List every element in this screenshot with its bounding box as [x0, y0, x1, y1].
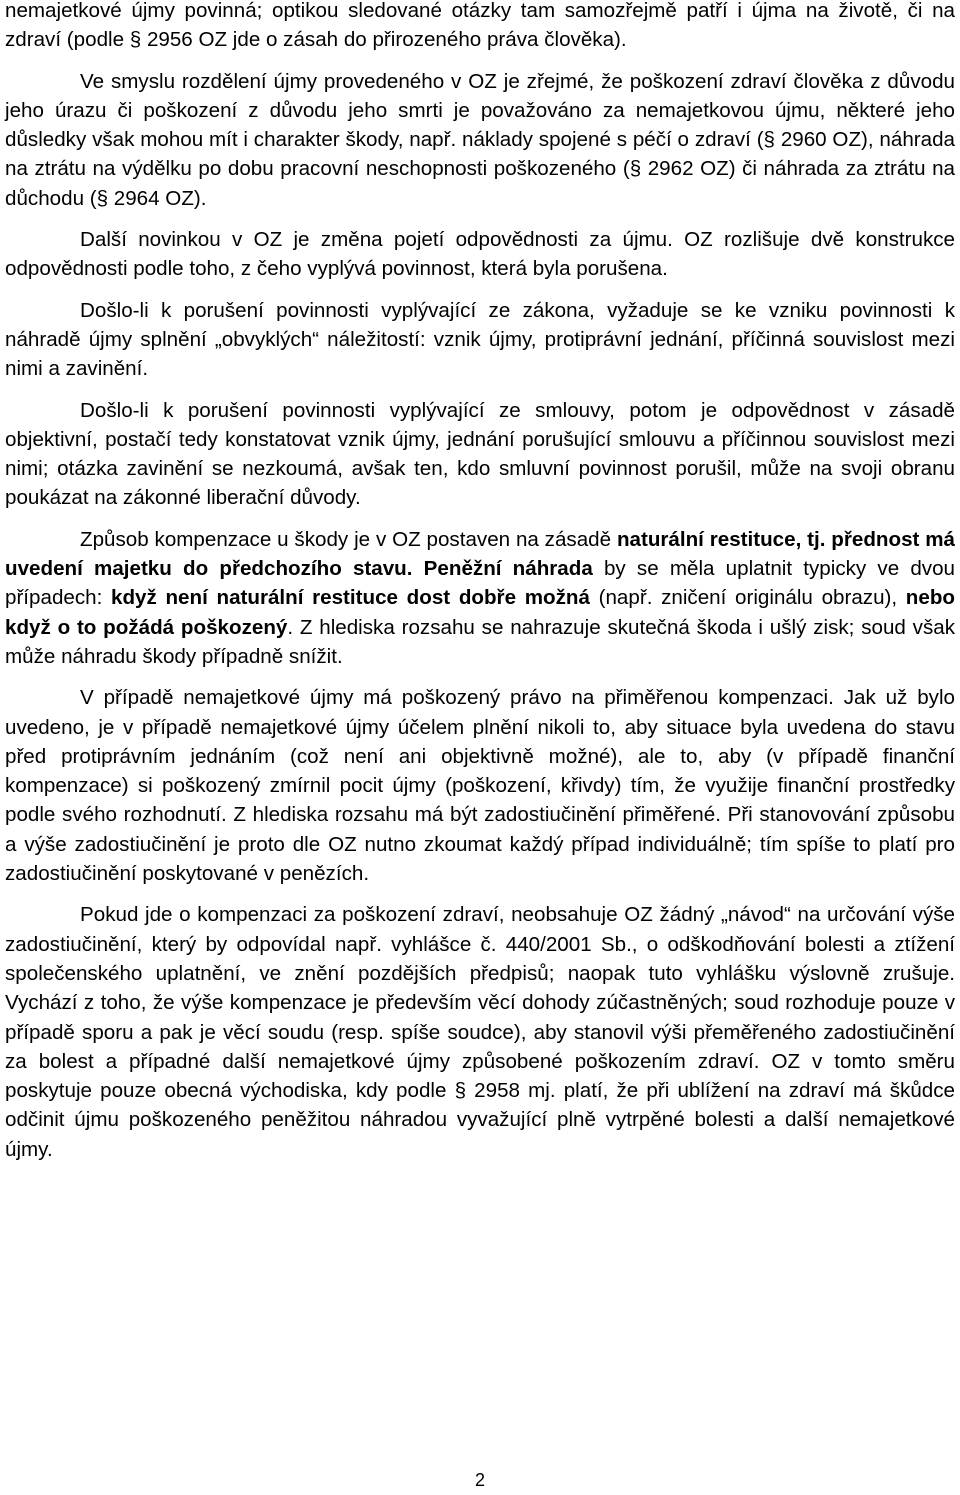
- document-page: [5, 0, 955, 1176]
- paragraph-6-text: by se měla uplatnit typicky ve dvou případech:: [5, 557, 955, 610]
- paragraph-1-text: nemajetkové újmy povinná; optikou sledované otázky tam samozřejmě patří i újma na životě, či na zdraví (podle § 2956 OZ jde o zásah do přirozeného práva člověka).: [5, 0, 955, 52]
- paragraph-6: [5, 525, 955, 671]
- paragraph-8-text: Pokud jde o kompenzaci za poškození zdraví, neobsahuje OZ žádný „návod“ na určování výše zadostiučinění, který by odpovídal např. vyhlášce č. 440/2001 Sb., o odškodňování bolesti a ztížení společenského uplatnění, ve znění pozdějších předpisů; naopak tuto vyhlášku výslovně zrušuje. Vychází z toho, že výše kompenzace je především věcí dohody zúčastněných; soud rozhoduje pouze v případě sporu a pak je věcí soudu (resp. spíše soudce), aby stanovil výši přeměřeného zadostiučinění za bolest a případné další nemajetkové újmy způsobené poškozením zdraví. OZ v tomto směru poskytuje pouze obecná východiska, kdy podle § 2958 mj. platí, že při ublížení na zdraví má škůdce odčinit újmu poškozeného peněžitou náhradou vyvažující plně vytrpěné bolesti a další nemajetkové újmy.: [5, 903, 955, 1161]
- paragraph-6-bold-text: když není naturální restituce dost dobře možná: [111, 586, 590, 610]
- paragraph-5: [5, 396, 955, 513]
- paragraph-4-text: Došlo-li k porušení povinnosti vyplývající ze zákona, vyžaduje se ke vzniku povinnosti k náhradě újmy splnění „obvyklých“ náležitostí: vznik újmy, protiprávní jednání, příčinná souvislost mezi nimi a zavinění.: [5, 298, 955, 381]
- paragraph-6-bold-text: nebo když o to požádá poškozený: [5, 586, 955, 639]
- paragraph-4: [5, 296, 955, 384]
- paragraph-3: [5, 225, 955, 284]
- paragraph-5-text: Došlo-li k porušení povinnosti vyplývající ze smlouvy, potom je odpovědnost v zásadě objektivní, postačí tedy konstatovat vznik újmy, jednání porušující smlouvu a příčinnou souvislost mezi nimi; otázka zavinění se nezkoumá, avšak ten, kdo smluvní povinnost porušil, může na svoji obranu poukázat na zákonné liberační důvody.: [5, 398, 955, 510]
- page-number: 2: [474, 1470, 485, 1490]
- paragraph-6-text: . Z hlediska rozsahu se nahrazuje skutečná škoda i ušlý zisk; soud však může náhradu škody případně snížit.: [5, 615, 955, 668]
- paragraph-6-text: (např. zničení originálu obrazu),: [589, 586, 906, 610]
- paragraph-7: [5, 683, 955, 888]
- paragraph-8: [5, 900, 955, 1164]
- paragraph-3-text: Další novinkou v OZ je změna pojetí odpovědnosti za újmu. OZ rozlišuje dvě konstrukce odpovědnosti podle toho, z čeho vyplývá povinnost, která byla porušena.: [5, 228, 955, 281]
- paragraph-7-text: V případě nemajetkové újmy má poškozený právo na přiměřenou kompenzaci. Jak už bylo uvedeno, je v případě nemajetkové újmy účelem plnění nikoli to, aby situace byla uvedena do stavu před protiprávním jednáním (což není ani objektivně možné), ale to, aby (v případě finanční kompenzace) si poškozený zmírnil pocit újmy (poškození, křivdy) tím, že využije finanční prostředky podle svého rozhodnutí. Z hlediska rozsahu má být zadostiučinění přiměřené. Při stanovování způsobu a výše zadostiučinění je proto dle OZ nutno zkoumat každý případ individuálně; tím spíše to platí pro zadostiučinění poskytované v penězích.: [5, 686, 955, 886]
- paragraph-2-text: Ve smyslu rozdělení újmy provedeného v OZ je zřejmé, že poškození zdraví člověka z důvodu jeho úrazu či poškození z důvodu jeho smrti je považováno za nemajetkovou újmu, některé jeho důsledky však mohou mít i charakter škody, např. náklady spojené s péčí o zdraví (§ 2960 OZ), náhrada na ztrátu na výdělku po dobu pracovní neschopnosti poškozeného (§ 2962 OZ) či náhrada za ztrátu na důchodu (§ 2964 OZ).: [5, 69, 955, 210]
- paragraph-2: [5, 67, 955, 213]
- paragraph-6-bold-text: naturální restituce, tj. přednost má uvedení majetku do předchozího stavu. Peněžní náhrada: [5, 527, 955, 581]
- paragraph-1: [5, 0, 955, 55]
- paragraph-6-text: Způsob kompenzace u škody je v OZ postaven na zásadě: [80, 527, 617, 551]
